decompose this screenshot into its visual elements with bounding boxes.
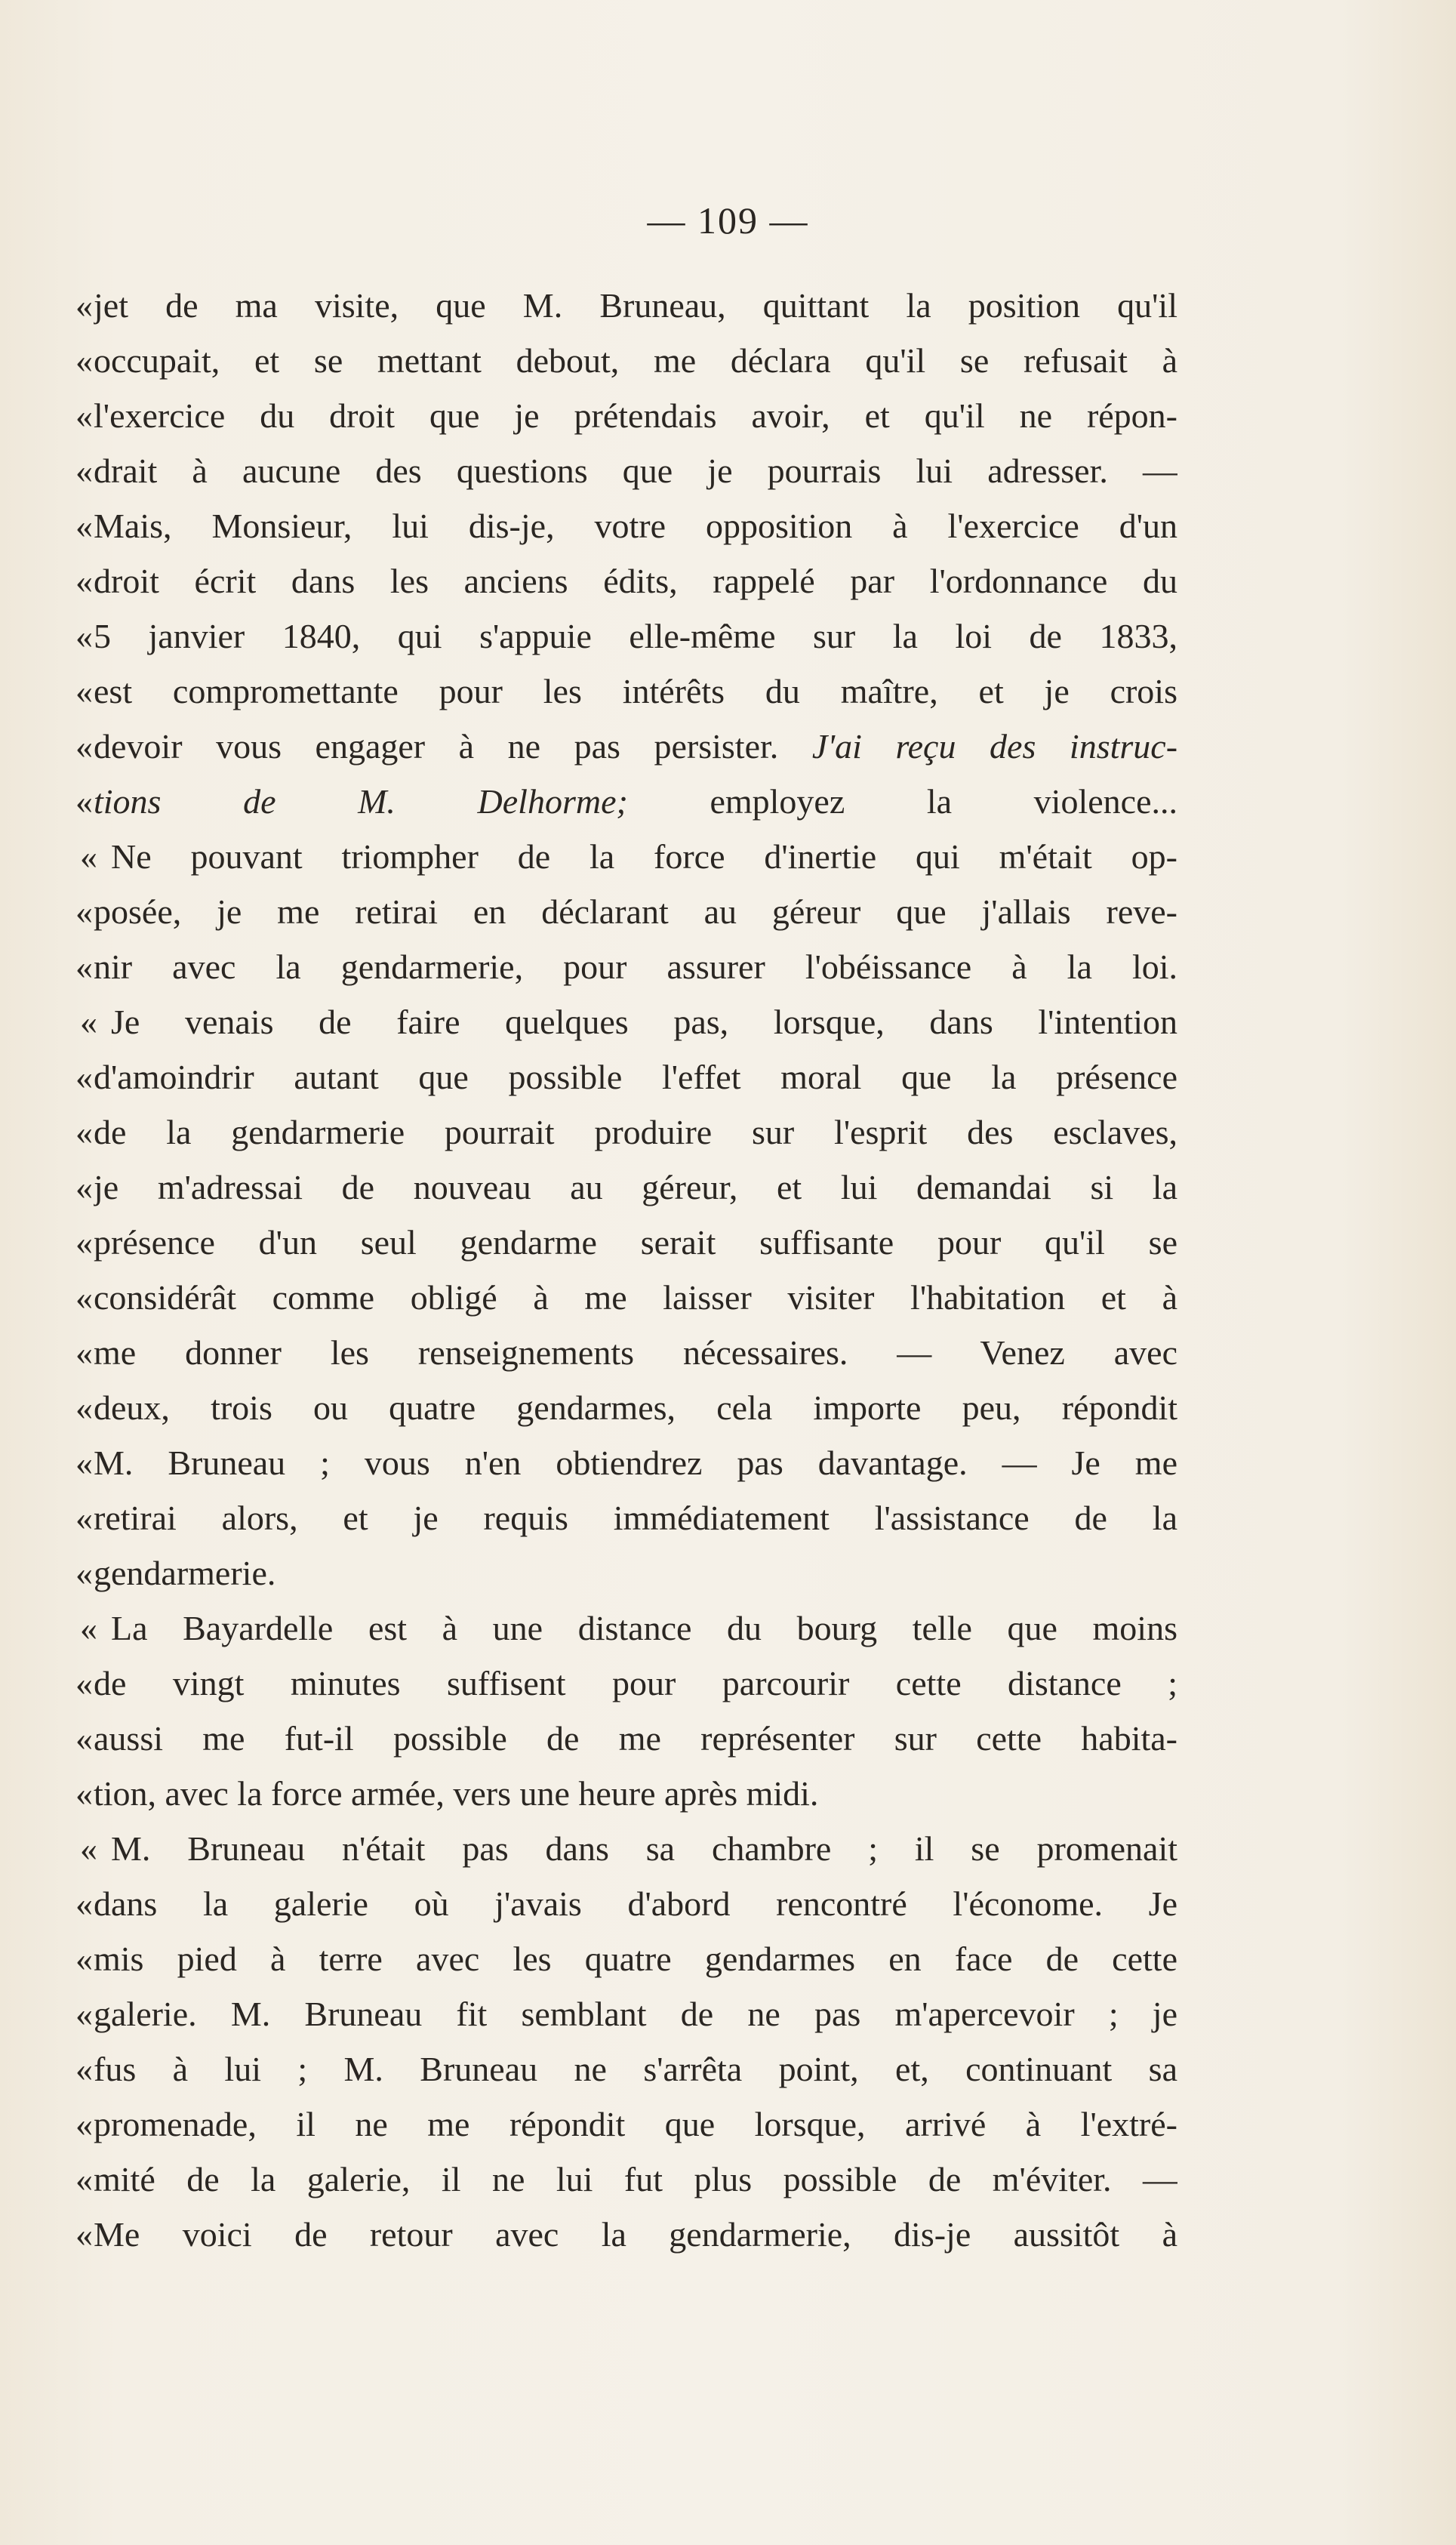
italic-text: J'ai reçu des instruc- [778,727,1177,766]
quote-mark: « [80,1609,97,1647]
plain-text: drait à aucune des questions que je pourrais lui adresser. — [94,451,1177,490]
line-text [94,553,1177,609]
text-line [75,278,1177,333]
text-line [75,1105,1177,1160]
quote-mark: « [75,2050,93,2088]
quote-mark: « [75,507,93,545]
line-text [94,1215,1177,1270]
line-text [94,719,1177,774]
quote-mark: « [75,451,93,490]
plain-text: M. Bruneau n'était pas dans sa chambre ; il se promenait [111,1829,1177,1868]
plain-text: droit écrit dans les anciens édits, rappelé par l'ordonnance du [94,562,1177,600]
text-line [75,1876,1177,1931]
text-line [75,1049,1177,1105]
line-text [94,1049,1177,1105]
quote-mark: « [75,1884,93,1923]
text-line [75,388,1177,443]
line-text [94,884,1177,939]
plain-text: galerie. M. Bruneau fit semblant de ne pas m'apercevoir ; je [94,1995,1177,2033]
plain-text: occupait, et se mettant debout, me déclara qu'il se refusait à [94,341,1177,380]
plain-text: posée, je me retirai en déclarant au géreur que j'allais reve- [94,892,1177,931]
text-line [75,1601,1177,1656]
line-text [94,1545,1177,1601]
plain-text: Me voici de retour avec la gendarmerie, dis-je aussitôt à [94,2215,1177,2254]
text-line [75,1490,1177,1545]
plain-text: me donner les renseignements nécessaires. — Venez avec [94,1333,1177,1372]
line-text [94,1931,1177,1986]
quote-mark: « [75,1554,93,1592]
line-text [94,1160,1177,1215]
line-text [94,1325,1177,1380]
line-text [80,1601,1177,1656]
quote-mark: « [75,1774,93,1813]
line-text [94,278,1177,333]
body-text [75,278,1177,2262]
text-line [75,1435,1177,1490]
text-line [75,939,1177,994]
plain-text: Mais, Monsieur, lui dis-je, votre opposition à l'exercice d'un [94,507,1177,545]
line-text [94,2041,1177,2097]
quote-mark: « [75,892,93,931]
text-line [75,1380,1177,1435]
text-line [75,498,1177,553]
line-text [80,829,1177,884]
text-line [75,994,1177,1049]
plain-text: devoir vous engager à ne pas persister. [94,727,779,766]
line-text [94,609,1177,664]
plain-text: M. Bruneau ; vous n'en obtiendrez pas davantage. — Je me [94,1444,1177,1482]
line-text [94,1876,1177,1931]
plain-text: aussi me fut-il possible de me représenter sur cette habita- [94,1719,1177,1758]
text-line [75,1545,1177,1601]
line-text [94,1270,1177,1325]
text-line [75,1931,1177,1986]
quote-mark: « [75,617,93,655]
quote-mark: « [75,672,93,710]
line-text [94,2097,1177,2152]
line-text [94,388,1177,443]
plain-text: jet de ma visite, que M. Bruneau, quittant la position qu'il [94,286,1177,325]
line-text [94,1435,1177,1490]
text-line [75,1711,1177,1766]
plain-text: je m'adressai de nouveau au géreur, et lui demandai si la [94,1168,1177,1206]
plain-text: promenade, il ne me répondit que lorsque, arrivé à l'extré- [94,2105,1177,2143]
line-text [94,498,1177,553]
plain-text: employez la violence... [710,782,1177,821]
quote-mark: « [75,1995,93,2033]
text-line [75,884,1177,939]
plain-text: Ne pouvant triompher de la force d'inertie qui m'était op- [111,837,1177,876]
line-text [94,1711,1177,1766]
text-line [75,609,1177,664]
quote-mark: « [75,396,93,435]
text-line [75,1656,1177,1711]
plain-text: mité de la galerie, il ne lui fut plus possible de m'éviter. — [94,2160,1177,2198]
plain-text: considérât comme obligé à me laisser visiter l'habitation et à [94,1278,1177,1317]
quote-mark: « [75,1333,93,1372]
line-text [94,1490,1177,1545]
plain-text: présence d'un seul gendarme serait suffisante pour qu'il se [94,1223,1177,1262]
line-text [80,1821,1177,1876]
plain-text: Je venais de faire quelques pas, lorsque, dans l'intention [111,1003,1177,1041]
plain-text: La Bayardelle est à une distance du bourg telle que moins [111,1609,1177,1647]
line-text [94,664,1177,719]
line-text [94,1766,1177,1821]
quote-mark: « [75,286,93,325]
line-text [94,2207,1177,2262]
quote-mark: « [75,782,93,821]
quote-mark: « [75,1113,93,1151]
plain-text: d'amoindrir autant que possible l'effet moral que la présence [94,1058,1177,1096]
plain-text: l'exercice du droit que je prétendais avoir, et qu'il ne répon- [94,396,1177,435]
plain-text: 5 janvier 1840, qui s'appuie elle-même sur la loi de 1833, [94,617,1177,655]
line-text [80,994,1177,1049]
line-text [94,1656,1177,1711]
quote-mark: « [80,1829,97,1868]
line-text [94,1105,1177,1160]
line-text [94,333,1177,388]
text-line [75,1821,1177,1876]
plain-text: gendarmerie. [94,1554,276,1592]
quote-mark: « [75,1168,93,1206]
plain-text: deux, trois ou quatre gendarmes, cela importe peu, répondit [94,1388,1177,1427]
text-line [75,774,1177,829]
quote-mark: « [75,2105,93,2143]
text-line [75,443,1177,498]
quote-mark: « [75,562,93,600]
quote-mark: « [75,1278,93,1317]
line-text [94,1986,1177,2041]
text-line [75,2152,1177,2207]
page-number: — 109 — [647,199,809,242]
plain-text: retirai alors, et je requis immédiatement l'assistance de la [94,1499,1177,1537]
text-line [75,2207,1177,2262]
quote-mark: « [75,1499,93,1537]
text-line [75,1325,1177,1380]
plain-text: fus à lui ; M. Bruneau ne s'arrêta point, et, continuant sa [94,2050,1177,2088]
quote-mark: « [75,1388,93,1427]
line-text [94,939,1177,994]
plain-text: de vingt minutes suffisent pour parcourir cette distance ; [94,1664,1177,1702]
text-line [75,2097,1177,2152]
line-text [94,774,1177,829]
quote-mark: « [75,2160,93,2198]
quote-mark: « [75,1058,93,1096]
line-text [94,443,1177,498]
plain-text: de la gendarmerie pourrait produire sur l'esprit des esclaves, [94,1113,1177,1151]
quote-mark: « [75,1719,93,1758]
plain-text: mis pied à terre avec les quatre gendarmes en face de cette [94,1940,1177,1978]
text-line [75,829,1177,884]
plain-text: est compromettante pour les intérêts du maître, et je crois [94,672,1177,710]
quote-mark: « [80,837,97,876]
quote-mark: « [75,2215,93,2254]
plain-text: dans la galerie où j'avais d'abord rencontré l'économe. Je [94,1884,1177,1923]
plain-text: tion, avec la force armée, vers une heure après midi. [94,1774,819,1813]
text-line [75,664,1177,719]
quote-mark: « [75,341,93,380]
quote-mark: « [75,1940,93,1978]
quote-mark: « [75,1444,93,1482]
quote-mark: « [75,727,93,766]
line-text [94,2152,1177,2207]
text-line [75,553,1177,609]
text-line [75,1270,1177,1325]
quote-mark: « [80,1003,97,1041]
quote-mark: « [75,1664,93,1702]
text-line [75,1215,1177,1270]
text-line [75,333,1177,388]
text-line [75,2041,1177,2097]
text-line [75,1986,1177,2041]
italic-text: tions de M. Delhorme; [94,782,710,821]
line-text [94,1380,1177,1435]
text-line [75,1160,1177,1215]
quote-mark: « [75,1223,93,1262]
text-line [75,1766,1177,1821]
text-line [75,719,1177,774]
plain-text: nir avec la gendarmerie, pour assurer l'obéissance à la loi. [94,947,1177,986]
quote-mark: « [75,947,93,986]
